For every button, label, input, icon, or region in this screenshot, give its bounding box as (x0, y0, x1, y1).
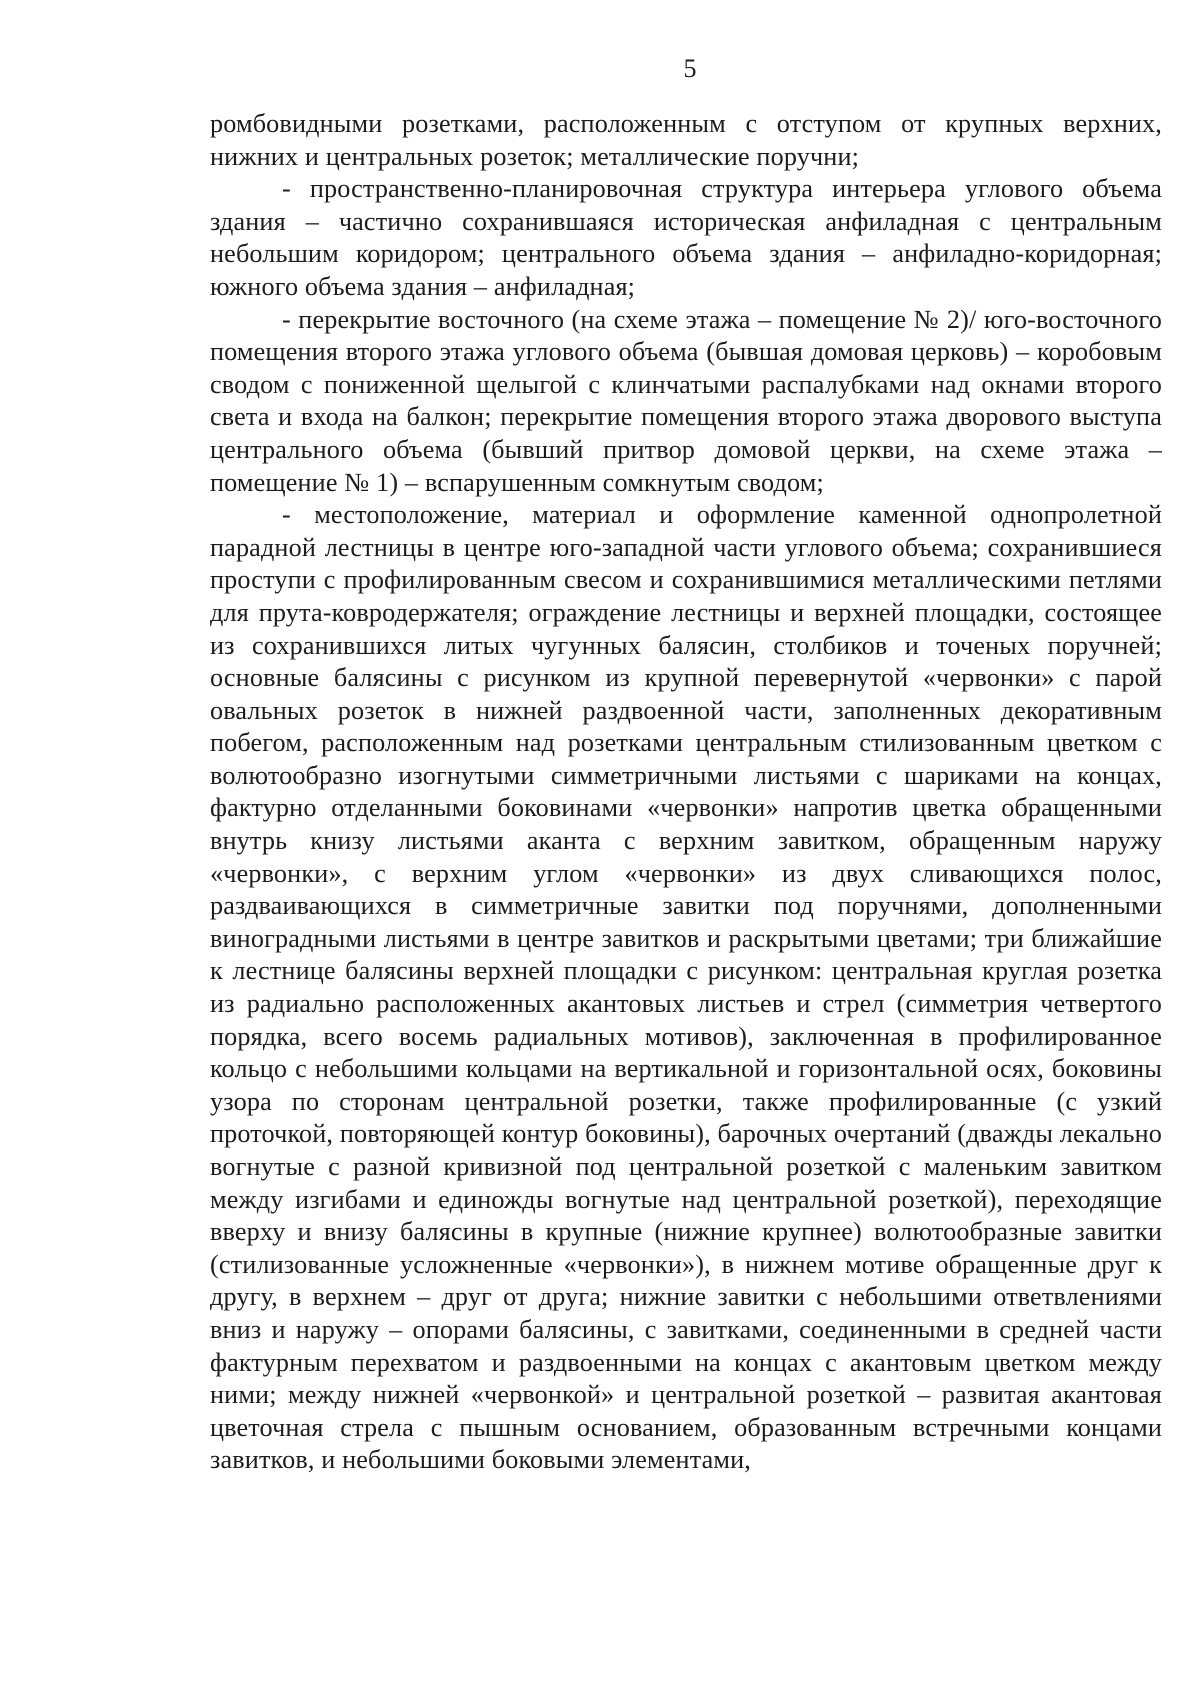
paragraph-continuation: ромбовидными розетками, расположенным с отступом от крупных верхних, нижних и центральных розеток; металлические поручни; (210, 109, 1162, 171)
page-number: 5 (683, 54, 697, 83)
paragraph-main-staircase: - местоположение, материал и оформление каменной однопролетной парадной лестницы в центре юго-западной части углового объема; сохранившиеся проступи с профилированным свесом и сохранившимися металлическими петлями для прута-ковродержателя; ограждение лестницы и верхней площадки, состоящее из сохранившихся литых чугунных балясин, столбиков и точеных поручней; основные балясины с рисунком из крупной перевернутой «червонки» с парой овальных розеток в нижней раздвоенной части, заполненных декоративным побегом, расположенным над розетками центральным стилизованным цветком с волютообразно изогнутыми симметричными листьями с шариками на концах, фактурно отделанными боковинами «червонки» напротив цветка обращенными внутрь книзу листьями аканта с верхним завитком, обращенным наружу «червонки», с верхним углом «червонки» из двух сливающихся полос, раздваивающихся в симметричные завитки под поручнями, дополненными виноградными листьями в центре завитков и раскрытыми цветами; три ближайшие к лестнице балясины верхней площадки с рисунком: центральная круглая розетка из радиально расположенных акантовых листьев и стрел (симметрия четвертого порядка, всего восемь радиальных мотивов), заключенная в профилированное кольцо с небольшими кольцами на вертикальной и горизонтальной осях, боковины узора по сторонам центральной розетки, также профилированные (с узкий проточкой, повторяющей контур боковины), барочных очертаний (дважды лекально вогнутые с разной кривизной под центральной розеткой с маленьким завитком между изгибами и единожды вогнутые над центральной розеткой), переходящие вверху и внизу балясины в крупные (нижние крупнее) волютообразные завитки (стилизованные усложненные «червонки»), в нижнем мотиве обращенные друг к другу, в верхнем – друг от друга; нижние завитки с небольшими ответвлениями вниз и наружу – опорами балясины, с завитками, соединенными в средней части фактурным перехватом и раздвоенными на концах с акантовым цветком между ними; между нижней «червонкой» и центральной розеткой – развитая акантовая цветочная стрела с пышным основанием, образованным встречными концами завитков, и небольшими боковыми элементами, (210, 500, 1162, 1475)
paragraph-spatial-structure: - пространственно-планировочная структура интерьера углового объема здания – частично сохранившаяся историческая анфиладная с центральным небольшим коридором; центрального объема здания – анфиладно-коридорная; южного объема здания – анфиладная; (210, 174, 1162, 301)
document-body (210, 108, 1162, 1477)
paragraph-ceiling-vaults: - перекрытие восточного (на схеме этажа – помещение № 2)/ юго-восточного помещения второго этажа углового объема (бывшая домовая церковь) – коробовым сводом с пониженной щелыгой с клинчатыми распалубками над окнами второго света и входа на балкон; перекрытие помещения второго этажа дворового выступа центрального объема (бывший притвор домовой церкви, на схеме этажа – помещение № 1) – вспарушенным сомкнутым сводом; (210, 304, 1162, 497)
